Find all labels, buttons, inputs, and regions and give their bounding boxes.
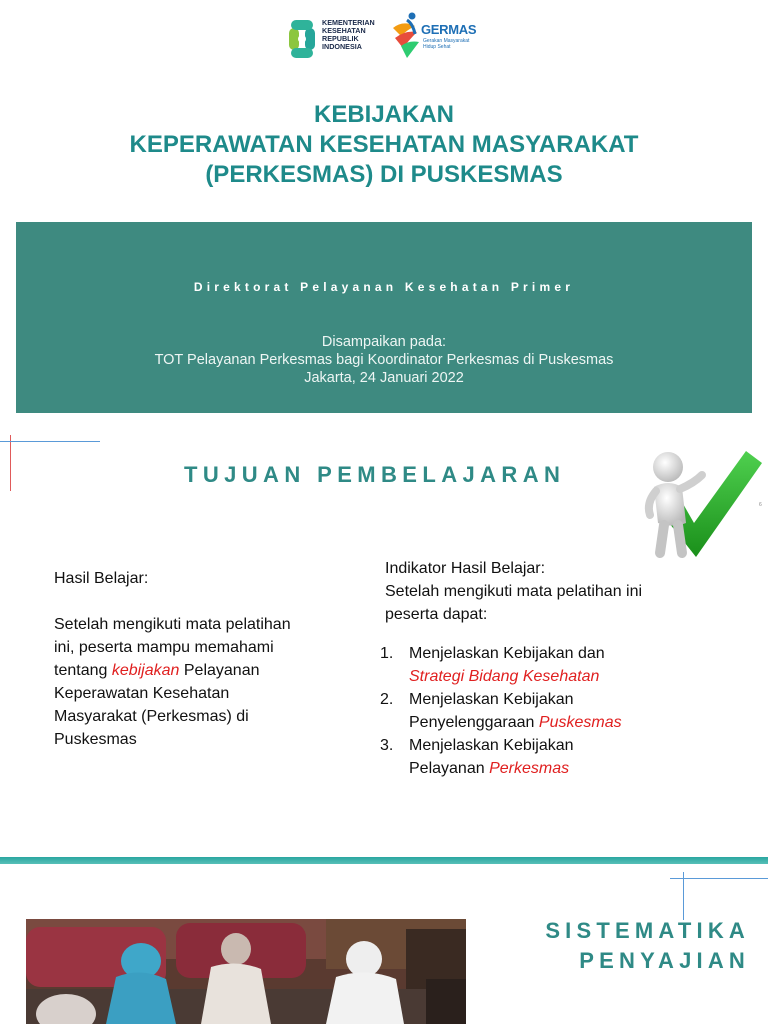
delivered-label: Disampaikan pada: [321,334,447,350]
delivery-info [16,333,752,387]
delivered-place-date: Jakarta, 24 Januari 2022 [304,370,464,386]
directorate-name: Direktorat Pelayanan Kesehatan Primer [193,280,575,294]
learning-outcome-heading: Hasil Belajar: [54,570,149,587]
emphasis-text: kebijakan [111,662,180,679]
delivered-event: TOT Pelayanan Perkesmas bagi Koordinator Perkesmas di Puskesmas [154,352,614,368]
kemenkes-logo-text: KEMENTERIAN KESEHATAN REPUBLIK INDONESIA [322,18,375,51]
indicator-heading: Indikator Hasil Belajar: [385,560,546,577]
person-checkmark-icon [636,445,764,561]
indicator-list [380,642,760,780]
section-title: TUJUAN PEMBELAJARAN [184,462,566,487]
germas-logo-subtext: Gerakan Masyarakat Hidup Sehat [423,38,470,50]
presentation-title: KEBIJAKAN KEPERAWATAN KESEHATAN MASYARAKAT (PERKESMAS) DI PUSKESMAS [129,101,639,188]
germas-logo-text: GERMAS [421,22,477,37]
emphasis-text: Perkesmas [489,760,570,777]
list-item: 2. Menjelaskan Kebijakan Penyelenggaraan Puskesmas [380,691,622,731]
corner-accent-horizontal [0,441,100,442]
learning-outcome: Hasil Belajar: Setelah mengikuti mata pelatihan ini, peserta mampu memahami tentang kebijakan Pelayanan Keperawatan Kesehatan Masyarakat (Perkesmas) di Puskesmas [54,567,354,751]
outline-slide [0,864,768,1024]
section-title: SISTEMATIKA PENYAJIAN [545,918,750,973]
list-item: 1. Menjelaskan Kebijakan dan Strategi Bidang Kesehatan [380,645,605,685]
corner-accent-horizontal [670,878,768,879]
slide-divider [0,857,768,864]
title-slide [0,0,768,425]
corner-accent-vertical [683,872,684,920]
info-band [16,222,752,413]
page-number: 6 [759,502,762,508]
indicator-intro: Indikator Hasil Belajar: Setelah mengikuti mata pelatihan ini peserta dapat: [385,557,745,626]
corner-accent-vertical [10,435,11,491]
list-item: 3. Menjelaskan Kebijakan Pelayanan Perkesmas [380,737,574,777]
home-visit-photo [26,919,466,1024]
emphasis-text: Strategi Bidang Kesehatan [409,668,600,685]
learning-objectives-slide [0,425,768,855]
emphasis-text: Puskesmas [538,714,622,731]
